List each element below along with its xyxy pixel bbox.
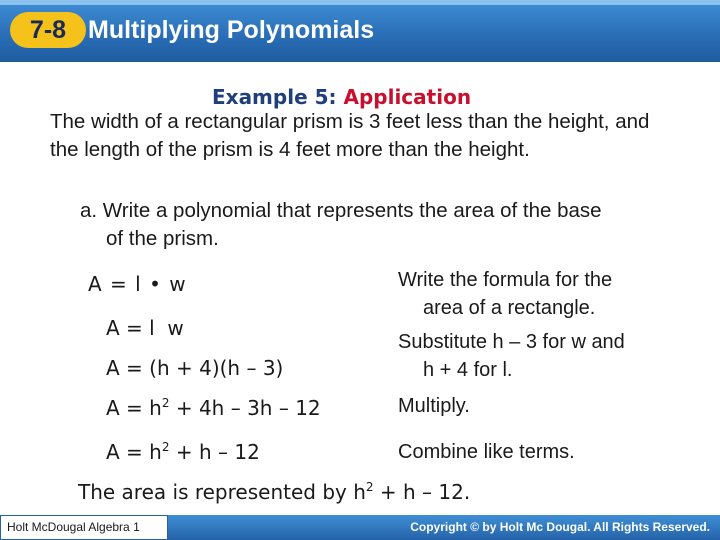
- lesson-title: Multiplying Polynomials: [88, 16, 375, 44]
- step-1-equation: A = l • w: [88, 272, 187, 296]
- step-3-equation: A = (h + 4)(h – 3): [106, 356, 284, 380]
- header-accent-strip: [0, 0, 720, 5]
- step-1-explanation-line-1: Write the formula for the: [398, 269, 613, 291]
- example-heading: [212, 85, 471, 109]
- footer-publisher: Holt McDougal Algebra 1: [0, 515, 168, 540]
- step-1-explanation: [398, 266, 612, 322]
- step-4-equation-exponent: 2: [161, 396, 170, 410]
- step-2-explanation: [398, 328, 625, 384]
- part-a-line-1: a. Write a polynomial that represents the area of the base: [80, 199, 602, 222]
- example-type: Application: [343, 85, 472, 109]
- conclusion-rest: + h – 12.: [373, 480, 471, 504]
- conclusion: [78, 480, 470, 504]
- step-4-equation-base: A = h: [106, 396, 162, 420]
- conclusion-exponent: 2: [365, 480, 374, 494]
- step-5-explanation: Combine like terms.: [398, 441, 575, 463]
- header-bar: [0, 0, 720, 62]
- lesson-number-badge: 7-8: [10, 12, 86, 48]
- step-4-equation-rest: + 4h – 3h – 12: [169, 396, 321, 420]
- step-5-equation: [106, 440, 260, 464]
- footer-bar: [0, 515, 720, 540]
- step-4-equation: [106, 396, 321, 420]
- step-5-equation-base: A = h: [106, 440, 162, 464]
- conclusion-text: The area is represented by h: [78, 480, 366, 504]
- example-label: Example 5:: [212, 85, 337, 109]
- part-a-line-2: of the prism.: [106, 227, 219, 250]
- footer-copyright: Copyright © by Holt Mc Dougal. All Rights Reserved.: [410, 520, 710, 534]
- step-4-explanation: Multiply.: [398, 395, 470, 417]
- step-5-equation-rest: + h – 12: [169, 440, 260, 464]
- part-a-prompt: [80, 197, 700, 253]
- step-2-equation: A = l w: [106, 316, 184, 340]
- step-5-equation-exponent: 2: [161, 440, 170, 454]
- problem-statement: The width of a rectangular prism is 3 feet less than the height, and the length of the prism is 4 feet more than the height.: [50, 110, 650, 161]
- step-2-explanation-line-1: Substitute h – 3 for w and: [398, 331, 625, 353]
- step-2-explanation-line-2: h + 4 for l.: [423, 359, 513, 381]
- step-1-explanation-line-2: area of a rectangle.: [423, 297, 596, 319]
